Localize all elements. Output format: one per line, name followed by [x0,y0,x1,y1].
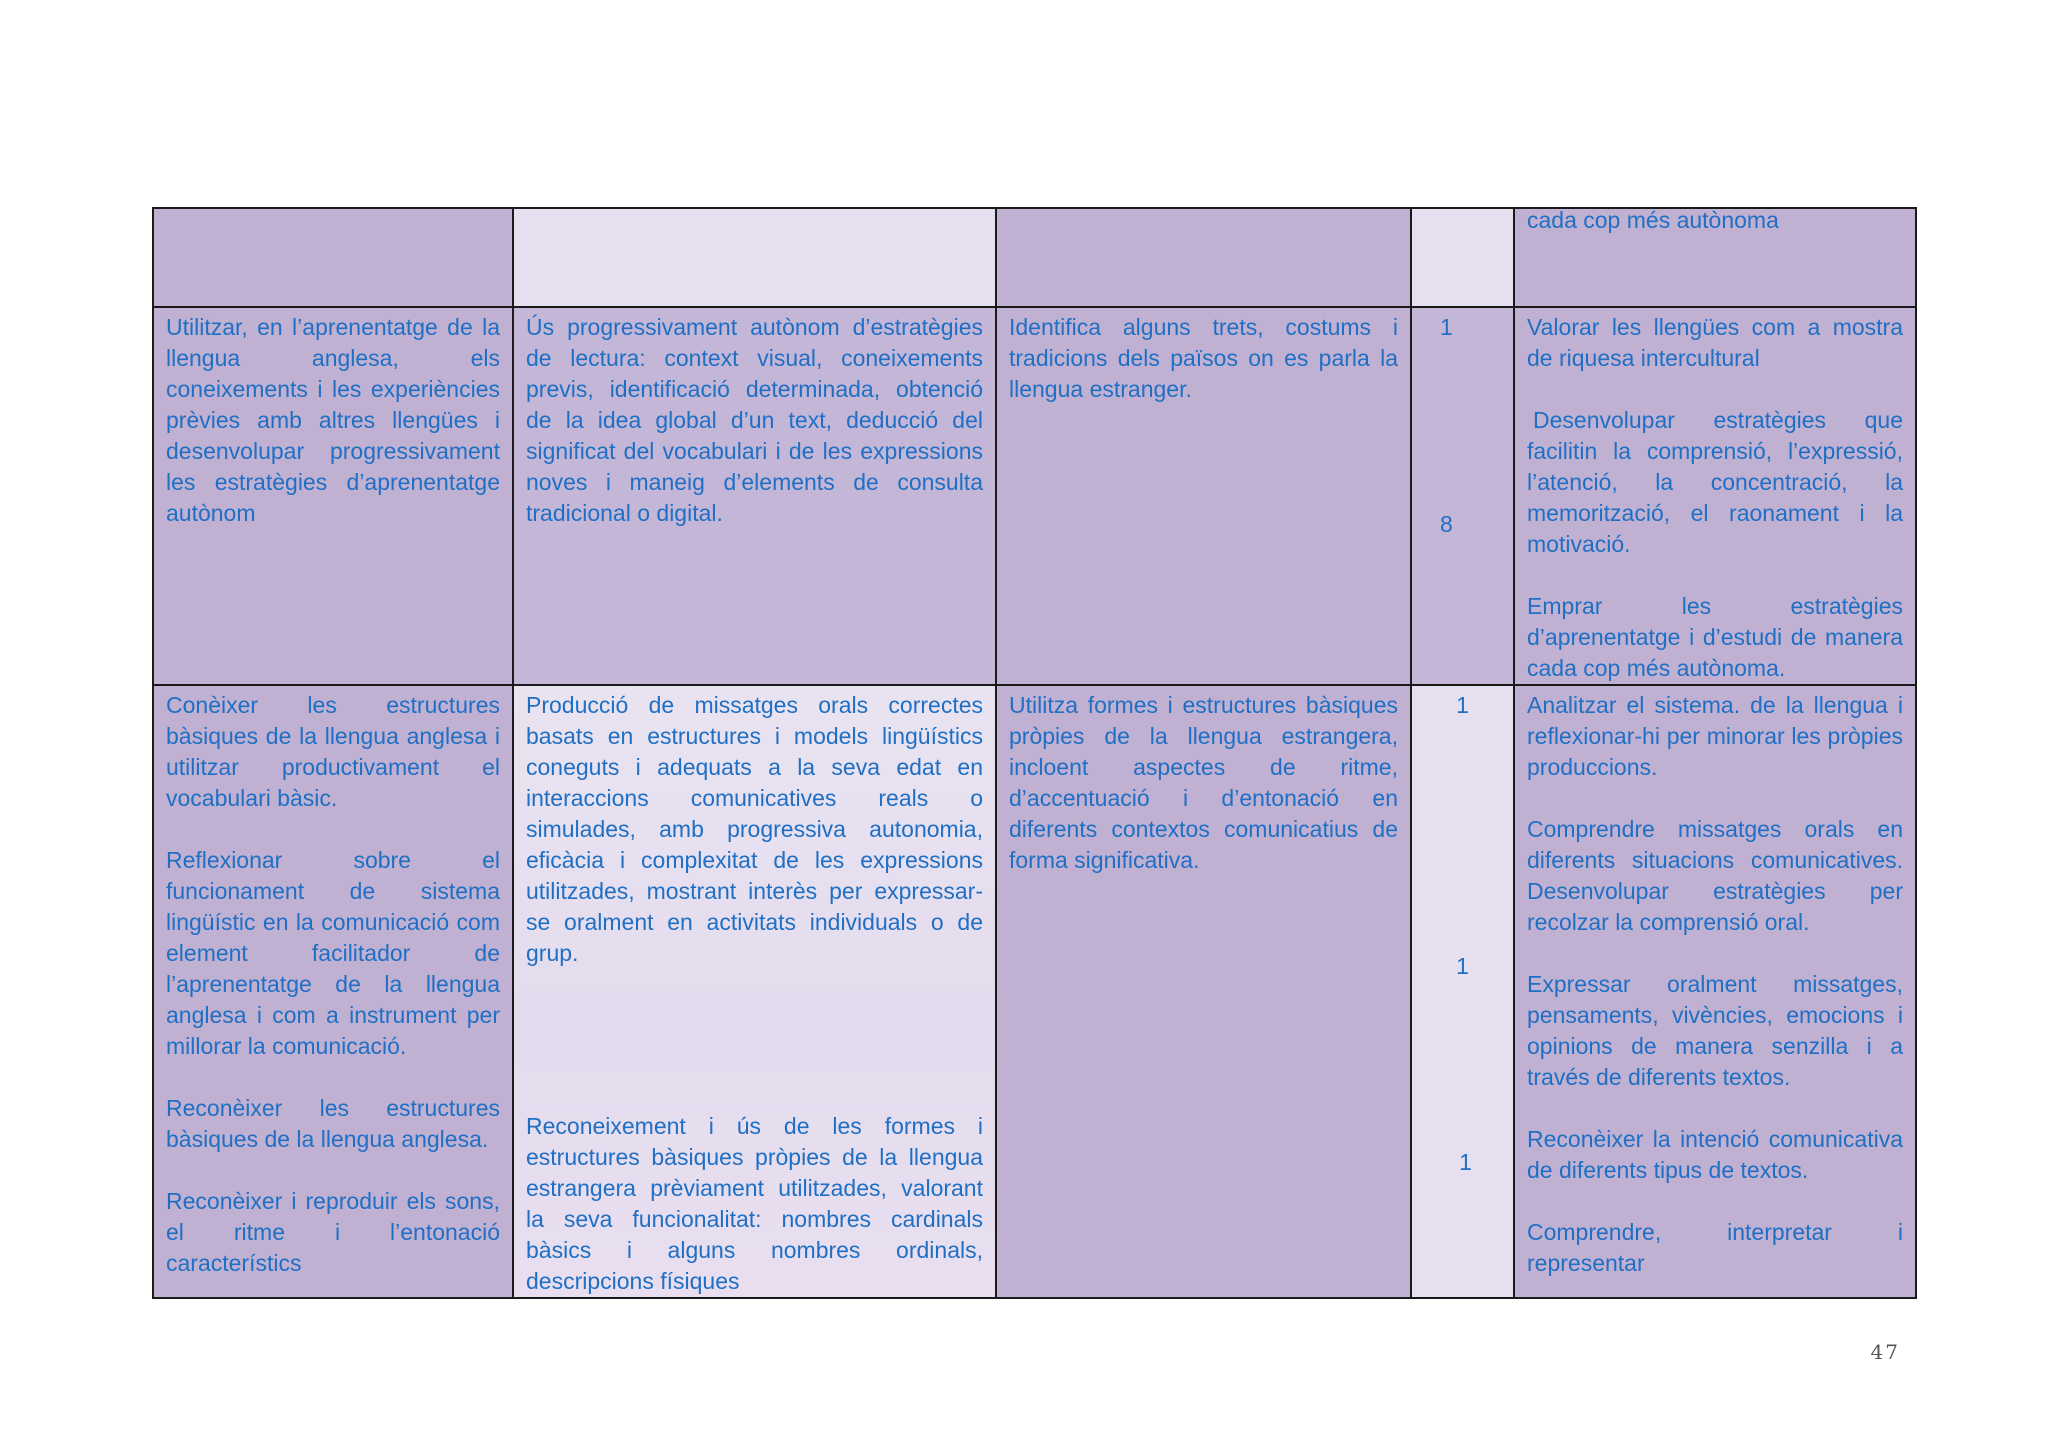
competence-text: cada cop més autònoma [1527,208,1779,233]
objectives-cell [153,307,513,685]
number-value: 1 [1459,1149,1472,1175]
table-row [153,685,1916,1298]
contents-cell [513,685,996,1298]
content-text: Ús progressivament autònom d’estratègies de lectura: context visual, coneixements previs, identificació determinada, obtenció de la idea global d’un text, deducció del significat del vocabulari i de les expressions noves i maneig d’elements de consulta tradicional o digital. [526,314,983,526]
criteria-cell [996,208,1411,307]
number-value: 1 [1456,692,1469,718]
competences-cell [1514,307,1916,685]
criteria-cell [996,685,1411,1298]
objective-text: Utilitzar, en l’aprenentatge de la llengua anglesa, els coneixements i les experiències prèvies amb altres llengües i desenvolupar progressivament les estratègies d’aprenentatge autònom [166,314,500,526]
contents-cell [513,208,996,307]
competence-text: Valorar les llengües com a mostra de riquesa intercultural [1527,314,1903,371]
content-text: Reconeixement i ús de les formes i estructures bàsiques pròpies de la llengua estrangera prèviament utilitzades, valorant la seva funcionalitat: nombres cardinals bàsics i alguns nombres ordinals, descripcions físiques [526,1113,983,1294]
competences-cell [1514,685,1916,1298]
objective-text: Conèixer les estructures bàsiques de la llengua anglesa i utilitzar productivament el vocabulari bàsic. [166,692,500,811]
table-row [153,208,1916,307]
objective-text: Reconèixer i reproduir els sons, el ritme i l’entonació característics [166,1188,500,1276]
competence-text: Reconèixer la intenció comunicativa de diferents tipus de textos. [1527,1126,1903,1183]
content-text: Producció de missatges orals correctes basats en estructures i models lingüístics coneguts i adequats a la seva edat en interaccions comunicatives reals o simulades, amb progressiva autonomia, eficàcia i complexitat de les expressions utilitzades, mostrant interès per expressar-se oralment en activitats individuals o de grup. [526,692,983,966]
competence-text: Comprendre missatges orals en diferents situacions comunicatives. Desenvolupar estratègies per recolzar la comprensió oral. [1527,816,1903,935]
competence-text: Analitzar el sistema. de la llengua i reflexionar-hi per minorar les pròpies produccions. [1527,692,1903,780]
competence-text: Emprar les estratègies d’aprenentatge i d’estudi de manera cada cop més autònoma. [1527,593,1903,681]
page-number: 47 [1870,1340,1900,1364]
competence-text: Comprendre, interpretar i representar [1527,1219,1903,1276]
number-value: 1 [1440,314,1453,340]
objectives-cell [153,685,513,1298]
competences-cell [1514,208,1916,307]
curriculum-table [152,207,1917,1299]
criteria-text: Utilitza formes i estructures bàsiques pròpies de la llengua estrangera, incloent aspectes de ritme, d’accentuació i d’entonació en diferents contextos comunicatius de forma significativa. [1009,692,1398,873]
table-row [153,307,1916,685]
number-cell [1411,208,1514,307]
number-value: 8 [1440,511,1453,537]
competence-text: Expressar oralment missatges, pensaments, vivències, emocions i opinions de manera senzilla i a través de diferents textos. [1527,971,1903,1090]
objective-text: Reconèixer les estructures bàsiques de la llengua anglesa. [166,1095,500,1152]
number-cell [1411,685,1514,1298]
number-value: 1 [1456,953,1469,979]
criteria-cell [996,307,1411,685]
objectives-cell [153,208,513,307]
criteria-text: Identifica alguns trets, costums i tradicions dels països on es parla la llengua estranger. [1009,314,1398,402]
number-cell [1411,307,1514,685]
objective-text: Reflexionar sobre el funcionament de sistema lingüístic en la comunicació com element facilitador de l’aprenentatge de la llengua anglesa i com a instrument per millorar la comunicació. [166,847,500,1059]
competence-text: Desenvolupar estratègies que facilitin la comprensió, l’expressió, l’atenció, la concentració, la memorització, el raonament i la motivació. [1527,407,1903,557]
contents-cell [513,307,996,685]
